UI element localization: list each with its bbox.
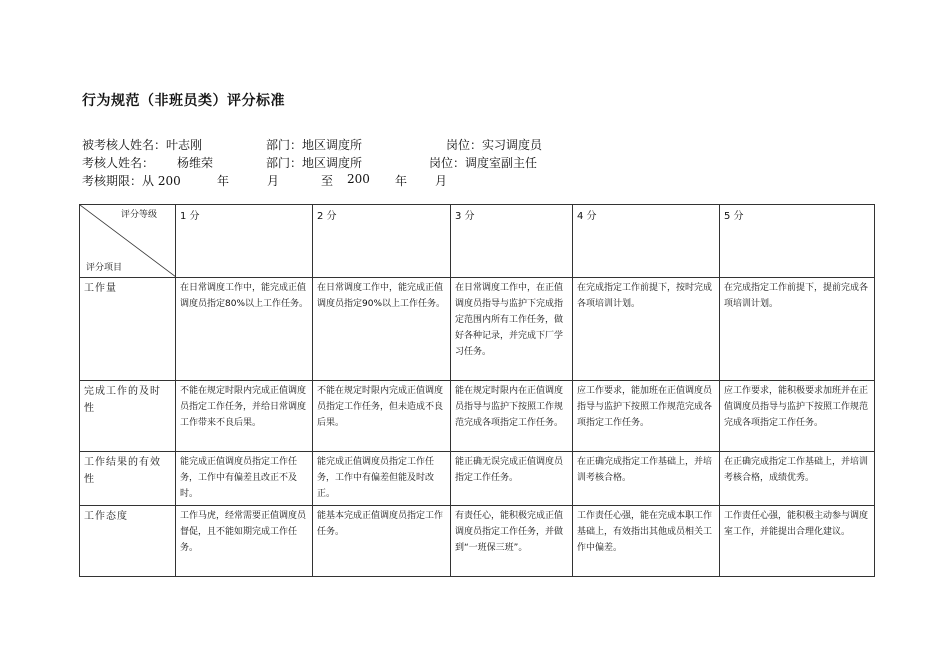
grade-header: 3 分	[451, 205, 573, 278]
period-to: 至	[321, 174, 334, 188]
grade-header: 5 分	[720, 205, 875, 278]
table-row	[80, 452, 875, 506]
criteria-cell: 在完成指定工作前提下，提前完成各项培训计划。	[720, 278, 875, 381]
examinee-dept: 部门：地区调度所	[266, 138, 363, 152]
period-label: 考核期限：从 200	[82, 174, 181, 188]
criteria-cell: 在日常调度工作中，能完成正值调度员指定90%以上工作任务。	[313, 278, 451, 381]
criteria-cell: 能在规定时限内在正值调度员指导与监护下按照工作规范完成各项指定工作任务。	[451, 381, 573, 452]
criteria-cell: 在日常调度工作中，在正值调度员指导与监护下完成指定范围内所有工作任务，做好各种记录，并完成下厂学习任务。	[451, 278, 573, 381]
examinee-post: 岗位：实习调度员	[446, 138, 543, 152]
header-row	[80, 205, 875, 278]
criteria-cell: 能完成正值调度员指定工作任务，工作中有偏差且改正不及时。	[176, 452, 313, 506]
examiner-label: 考核人姓名：	[82, 156, 155, 170]
table-row	[80, 278, 875, 381]
examinee-name: 被考核人姓名：叶志刚	[82, 138, 203, 152]
criteria-cell: 能完成正值调度员指定工作任务，工作中有偏差但能及时改正。	[313, 452, 451, 506]
criteria-cell: 应工作要求，能加班在正值调度员指导与监护下按照工作规范完成各项指定工作任务。	[573, 381, 720, 452]
period-month-2: 月	[435, 174, 448, 188]
grade-header: 1 分	[176, 205, 313, 278]
examiner-name: 杨维荣	[177, 156, 214, 170]
grade-header: 4 分	[573, 205, 720, 278]
grade-axis-label: 评分等级	[120, 210, 157, 220]
scoring-table	[79, 204, 875, 577]
criteria-cell: 能基本完成正值调度员指定工作任务。	[313, 506, 451, 577]
criteria-cell: 能正确无误完成正值调度员指定工作任务。	[451, 452, 573, 506]
item-label: 工作态度	[80, 506, 176, 577]
criteria-cell: 工作责任心强，能在完成本职工作基础上，有效指出其他成员相关工作中偏差。	[573, 506, 720, 577]
criteria-cell: 应工作要求，能积极要求加班并在正值调度员指导与监护下按照工作规范完成各项指定工作任务。	[720, 381, 875, 452]
criteria-cell: 有责任心，能积极完成正值调度员指定工作任务，并做到“一班保三班”。	[451, 506, 573, 577]
table-row	[80, 381, 875, 452]
examiner-dept: 部门：地区调度所	[266, 156, 363, 170]
table-row	[80, 506, 875, 577]
examiner-post: 岗位：调度室副主任	[429, 156, 538, 170]
page-title: 行为规范（非班员类）评分标准	[82, 93, 285, 109]
criteria-cell: 在正确完成指定工作基础上，并培训考核合格，成绩优秀。	[720, 452, 875, 506]
period-year-1: 年	[217, 174, 230, 188]
item-axis-label: 评分项目	[86, 263, 123, 273]
period-month-1: 月	[267, 174, 280, 188]
period-year-2: 年	[395, 174, 408, 188]
criteria-cell: 不能在规定时限内完成正值调度员指定工作任务，并给日常调度工作带来不良后果。	[176, 381, 313, 452]
criteria-cell: 工作责任心强，能积极主动参与调度室工作，并能提出合理化建议。	[720, 506, 875, 577]
criteria-cell: 在完成指定工作前提下，按时完成各项培训计划。	[573, 278, 720, 381]
criteria-cell: 不能在规定时限内完成正值调度员指定工作任务，但未造成不良后果。	[313, 381, 451, 452]
criteria-cell: 工作马虎，经常需要正值调度员督促，且不能如期完成工作任务。	[176, 506, 313, 577]
criteria-cell: 在正确完成指定工作基础上，并培训考核合格。	[573, 452, 720, 506]
item-label: 工作结果的有效性	[80, 452, 176, 506]
corner-cell	[80, 205, 176, 278]
criteria-cell: 在日常调度工作中，能完成正值调度员指定80%以上工作任务。	[176, 278, 313, 381]
item-label: 完成工作的及时性	[80, 381, 176, 452]
grade-header: 2 分	[313, 205, 451, 278]
item-label: 工作量	[80, 278, 176, 381]
period-year-value-2: 200	[347, 172, 370, 186]
